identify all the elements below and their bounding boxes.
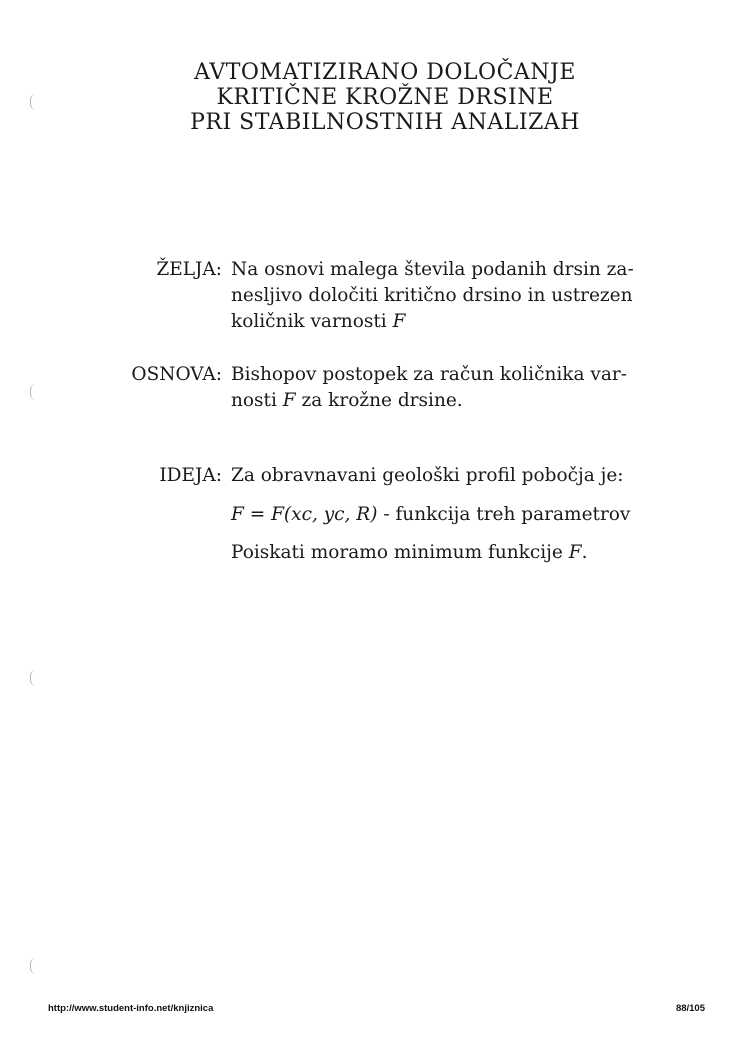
section-text-zelja	[231, 257, 701, 335]
math-variable: F	[282, 390, 296, 411]
section-text-ideja	[231, 463, 701, 566]
binder-hole-mark	[30, 958, 37, 974]
title-line-2: KRITIČNE KROŽNE DRSINE	[216, 85, 554, 110]
text-line	[231, 388, 701, 414]
math-variable: F	[568, 542, 582, 563]
math-formula: F = F(xc, yc, R)	[231, 504, 378, 525]
title-line-3: PRI STABILNOSTNIH ANALIZAH	[190, 110, 580, 135]
text-span: .	[581, 542, 588, 563]
section-text-osnova	[231, 362, 701, 414]
binder-hole-mark	[30, 384, 37, 400]
binder-hole-mark	[30, 94, 37, 110]
text-span: - funkcija treh parametrov	[377, 504, 631, 525]
text-line: Za obravnavani geološki profil pobočja je:	[231, 465, 624, 486]
binder-hole-mark	[30, 670, 37, 686]
footer-url: http://www.student-info.net/knjiznica	[48, 1003, 214, 1014]
text-line: nesljivo določiti kritično drsino in ustrezen	[231, 285, 633, 306]
section-label-ideja: IDEJA:	[159, 465, 222, 486]
text-line	[231, 309, 701, 335]
section-label-osnova: OSNOVA:	[131, 364, 222, 385]
text-line	[231, 540, 701, 566]
math-variable: F	[392, 311, 406, 332]
text-line: Na osnovi malega števila podanih drsin za-	[231, 259, 634, 280]
title-line-1: AVTOMATIZIRANO DOLOČANJE	[194, 60, 576, 85]
text-span: količnik varnosti	[231, 311, 393, 332]
text-span: za krožne drsine.	[295, 390, 463, 411]
footer-page-number: 88/105	[675, 1003, 705, 1014]
formula-line	[231, 502, 701, 528]
text-span: nosti	[231, 390, 283, 411]
text-line: Bishopov postopek za račun količnika var-	[231, 364, 627, 385]
text-span: Poiskati moramo minimum funkcije	[231, 542, 569, 563]
section-label-zelja: ŽELJA:	[156, 259, 222, 280]
document-title	[120, 60, 650, 135]
